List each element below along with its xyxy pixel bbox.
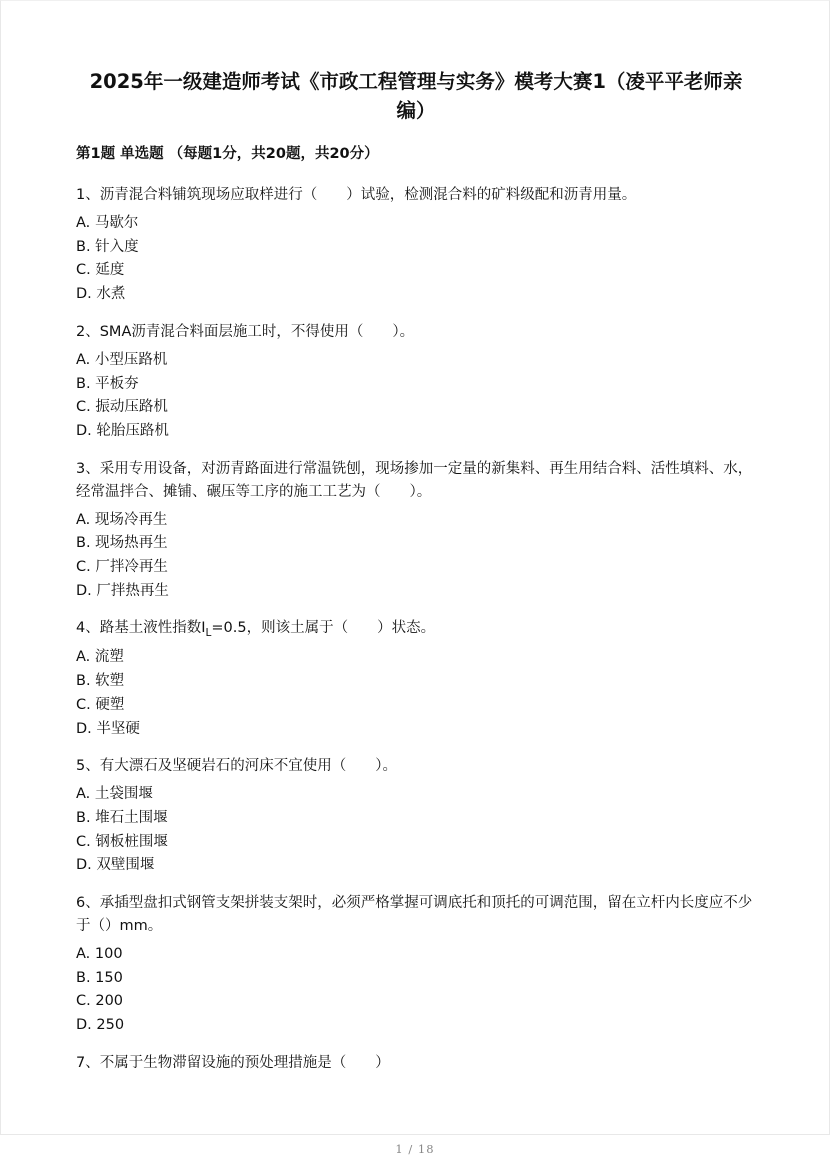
option-a: A. 100 bbox=[76, 946, 123, 963]
question-6 bbox=[76, 892, 756, 1038]
option-c: C. 硬塑 bbox=[76, 696, 125, 713]
question-stem: 1、沥青混合料铺筑现场应取样进行（ ）试验，检测混合料的矿料级配和沥青用量。 bbox=[76, 187, 637, 203]
option-c: C. 振动压路机 bbox=[76, 399, 168, 416]
question-stem: 7、不属于生物滞留设施的预处理措施是（ ） bbox=[76, 1054, 390, 1071]
option-d: D. 半坚硬 bbox=[76, 720, 140, 737]
option-a: A. 小型压路机 bbox=[76, 351, 168, 368]
question-5 bbox=[76, 755, 756, 878]
page-number: 1 / 18 bbox=[395, 1142, 435, 1156]
option-c: C. 200 bbox=[76, 993, 124, 1010]
question-4 bbox=[76, 617, 756, 741]
page-content bbox=[76, 67, 756, 1089]
option-d: D. 双壁围堰 bbox=[76, 857, 155, 874]
option-c: C. 延度 bbox=[76, 262, 125, 279]
option-a: A. 流塑 bbox=[76, 649, 124, 666]
option-b: B. 150 bbox=[76, 969, 123, 986]
subscript-l: L bbox=[205, 627, 212, 640]
question-stem: 2、SMA沥青混合料面层施工时，不得使用（ ）。 bbox=[76, 323, 415, 340]
option-b: B. 平板夯 bbox=[76, 375, 139, 392]
option-c: C. 钢板桩围堰 bbox=[76, 833, 168, 850]
option-d: D. 水煮 bbox=[76, 286, 126, 303]
option-d: D. 轮胎压路机 bbox=[76, 422, 169, 439]
option-b: B. 针入度 bbox=[76, 238, 139, 255]
option-b: B. 堆石土围堰 bbox=[76, 809, 168, 826]
question-2 bbox=[76, 321, 756, 444]
option-a: A. 马歇尔 bbox=[76, 215, 139, 231]
question-3 bbox=[76, 458, 756, 604]
question-7 bbox=[76, 1052, 756, 1075]
document-title: 2025年一级建造师考试《市政工程管理与实务》模考大赛1（凌平平老师亲编） bbox=[89, 70, 743, 122]
option-a: A. 现场冷再生 bbox=[76, 511, 168, 528]
option-b: B. 现场热再生 bbox=[76, 535, 168, 552]
option-c: C. 厂拌冷再生 bbox=[76, 559, 168, 576]
question-stem: 5、有大漂石及坚硬岩石的河床不宜使用（ ）。 bbox=[76, 758, 397, 775]
stem-suffix: =0.5，则该土属于（ ）状态。 bbox=[211, 620, 436, 637]
option-b: B. 软塑 bbox=[76, 673, 125, 690]
question-stem: 3、采用专用设备，对沥青路面进行常温铣刨，现场掺加一定量的新集料、再生用结合料、活性填料、水，经常温拌合、摊铺、碾压等工序的施工工艺为（ ）。 bbox=[76, 460, 753, 500]
stem-prefix: 4、路基土液性指数I bbox=[76, 620, 206, 637]
option-a: A. 土袋围堰 bbox=[76, 786, 153, 803]
section-heading: 第1题 单选题 （每题1分，共20题，共20分） bbox=[76, 146, 379, 162]
question-stem bbox=[76, 617, 756, 641]
option-d: D. 250 bbox=[76, 1017, 125, 1034]
question-1 bbox=[76, 184, 756, 307]
option-d: D. 厂拌热再生 bbox=[76, 582, 169, 599]
question-stem: 6、承插型盘扣式钢管支架拼装支架时，必须严格掌握可调底托和顶托的可调范围，留在立杆内长度应不少于（）mm。 bbox=[76, 895, 753, 935]
